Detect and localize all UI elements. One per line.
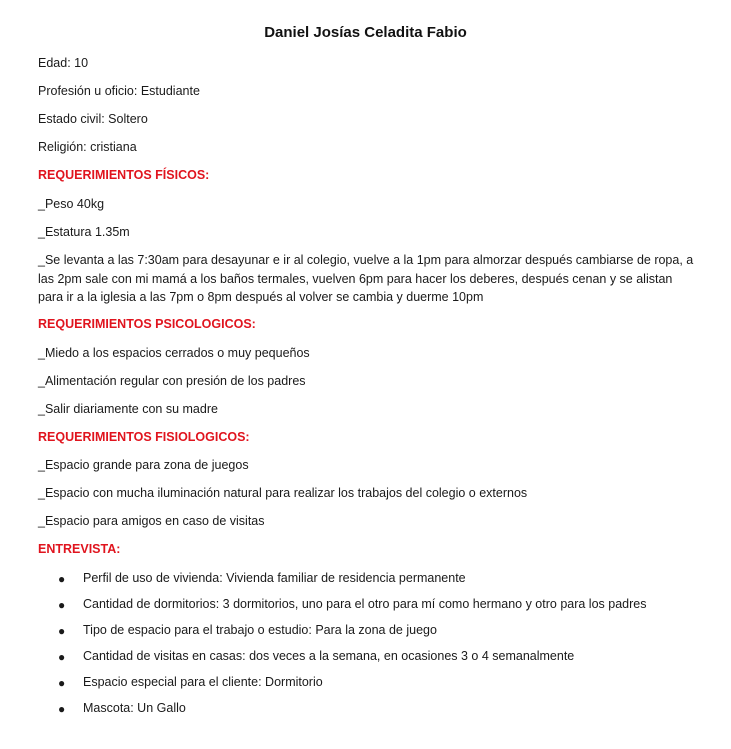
list-item: _Miedo a los espacios cerrados o muy pequeños [38,346,310,360]
field-religion: Religión: cristiana [38,140,137,154]
bullet-item: Cantidad de dormitorios: 3 dormitorios, uno para el otro para mí como hermano y otro para los padres [83,597,647,611]
paragraph-line: las 2pm sale con mi mamá a los baños termales, vuelven 6pm para hacer los deberes, después cenan y se alistan [38,271,673,286]
bullet-dot: ● [58,572,66,586]
list-item: _Espacio con mucha iluminación natural para realizar los trabajos del colegio o externos [38,486,528,500]
bullet-dot: ● [58,702,66,716]
paragraph-line: _Se levanta a las 7:30am para desayunar e ir al colegio, vuelve a la 1pm para almorzar después cambiarse de ropa, a [38,253,694,267]
bullet-dot: ● [58,676,66,690]
bullet-item: Espacio especial para el cliente: Dormitorio [83,675,323,689]
document-title: Daniel Josías Celadita Fabio [264,24,467,41]
paragraph-line: para ir a la iglesia a las 7pm o 8pm después al volver se cambia y duerme 10pm [38,290,484,304]
section-heading-fisicos: REQUERIMIENTOS FÍSICOS: [38,168,210,182]
field-edad: Edad: 10 [38,56,89,70]
bullet-dot: ● [58,650,66,664]
field-profesion: Profesión u oficio: Estudiante [38,84,200,98]
section-heading-entrevista: ENTREVISTA: [38,542,121,556]
daily-routine-paragraph [38,251,698,307]
field-estado-civil: Estado civil: Soltero [38,112,148,126]
bullet-item: Mascota: Un Gallo [83,701,186,715]
bullet-dot: ● [58,624,66,638]
list-item: _Peso 40kg [38,197,105,211]
list-item: _Espacio grande para zona de juegos [38,458,249,472]
list-item: _Espacio para amigos en caso de visitas [38,514,265,528]
bullet-dot: ● [58,598,66,612]
bullet-item: Cantidad de visitas en casas: dos veces a la semana, en ocasiones 3 o 4 semanalmente [83,649,575,663]
list-item: _Alimentación regular con presión de los padres [38,374,306,388]
section-heading-fisiologicos: REQUERIMIENTOS FISIOLOGICOS: [38,430,250,444]
section-heading-psicologicos: REQUERIMIENTOS PSICOLOGICOS: [38,317,256,331]
list-item: _Salir diariamente con su madre [38,402,218,416]
bullet-item: Tipo de espacio para el trabajo o estudio: Para la zona de juego [83,623,437,637]
list-item: _Estatura 1.35m [38,225,130,239]
bullet-item: Perfil de uso de vivienda: Vivienda familiar de residencia permanente [83,571,466,585]
